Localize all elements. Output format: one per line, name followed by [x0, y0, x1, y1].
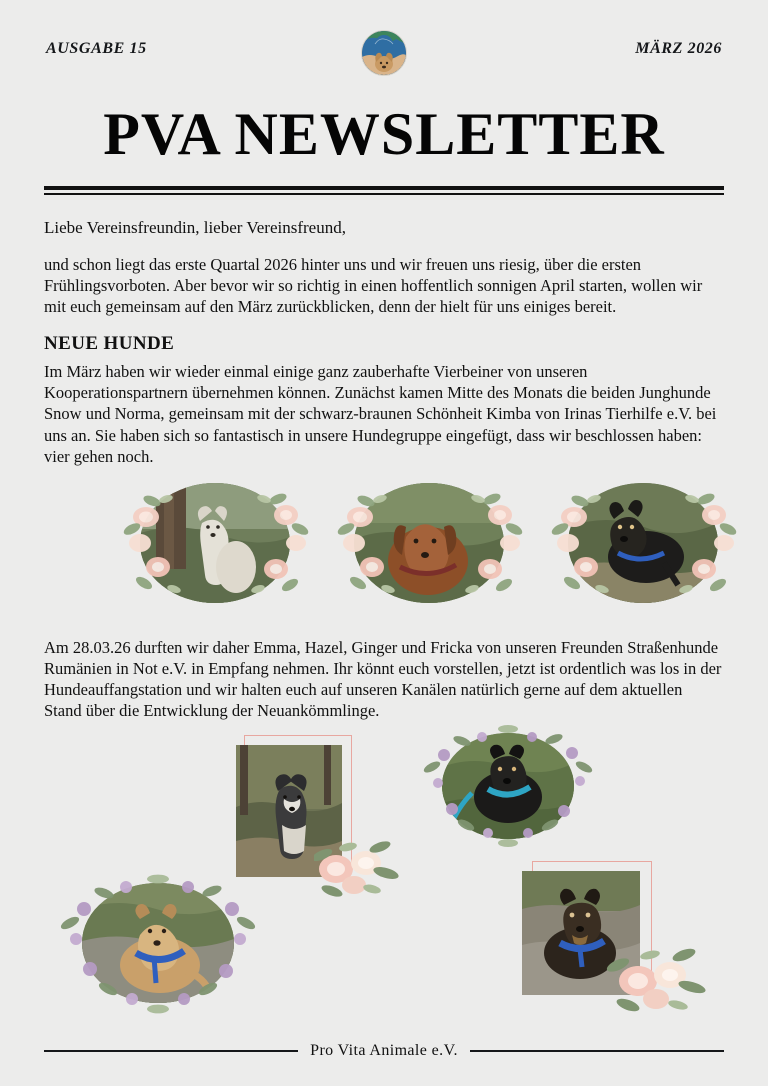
greeting-text: Liebe Vereinsfreundin, lieber Vereinsfreund,: [44, 218, 346, 237]
footer-organisation: Pro Vita Animale e.V.: [310, 1042, 458, 1059]
date-label: MÄRZ 2026: [635, 40, 722, 57]
issue-label: AUSGABE 15: [46, 40, 147, 57]
photo-gallery-new-arrivals: [44, 733, 724, 1063]
photo-hazel: [442, 733, 574, 839]
divider-thin: [44, 193, 724, 195]
photo-ginger: [82, 883, 234, 1003]
article-body: [44, 217, 724, 467]
footer-rule-left: [44, 1050, 298, 1052]
footer-rule-right: [470, 1050, 724, 1052]
masthead: [44, 0, 724, 86]
header-divider: [44, 186, 724, 195]
photo-fricka: [522, 871, 640, 995]
globe-dog-logo-icon: [361, 30, 407, 76]
closing-paragraph: Am 28.03.26 durften wir daher Emma, Hazel, Ginger und Fricka von unseren Freunden Straßenhunde Rumänien in Not e.V. in Empfang nehmen. Ihr könnt euch vorstellen, jetzt ist ordentlich was los in der Hundeauffangstation und wir halten euch auf unseren Kanälen natürlich gerne auf dem aktuellen Stand über die Entwicklung der Neuankömmlinge.: [44, 637, 722, 721]
photo-kimba-oval: [568, 483, 718, 603]
photo-norma-oval: [354, 483, 504, 603]
photo-row-new-dogs: [44, 481, 724, 621]
photo-emma: [236, 745, 342, 877]
footer: [44, 1042, 724, 1060]
section-heading-neue-hunde: NEUE HUNDE: [44, 333, 175, 355]
closing-section: [44, 637, 724, 721]
divider-thick: [44, 186, 724, 190]
intro-paragraph: und schon liegt das erste Quartal 2026 hinter uns und wir freuen uns riesig, über die ersten Frühlingsvorboten. Aber bevor wir so richtig in einen hoffentlich sonnigen April starten, wollen wir mit euch gemeinsam auf den März zurückblicken, denn der hielt für uns einiges bereit.: [44, 254, 703, 317]
section-paragraph: Im März haben wir wieder einmal einige ganz zauberhafte Vierbeiner von unseren Kooperationspartnern übernehmen können. Zunächst kamen Mitte des Monats die beiden Junghunde Snow und Norma, gemeinsam mit der schwarz-braunen Schönheit Kimba von Irinas Tierhilfe e.V. bei uns an. Sie haben sich so fantastisch in unsere Hundegruppe eingefügt, dass wir beschlossen haben: vier gehen noch.: [44, 362, 717, 466]
page-title: PVA NEWSLETTER: [103, 101, 665, 167]
photo-snow-oval: [140, 483, 290, 603]
